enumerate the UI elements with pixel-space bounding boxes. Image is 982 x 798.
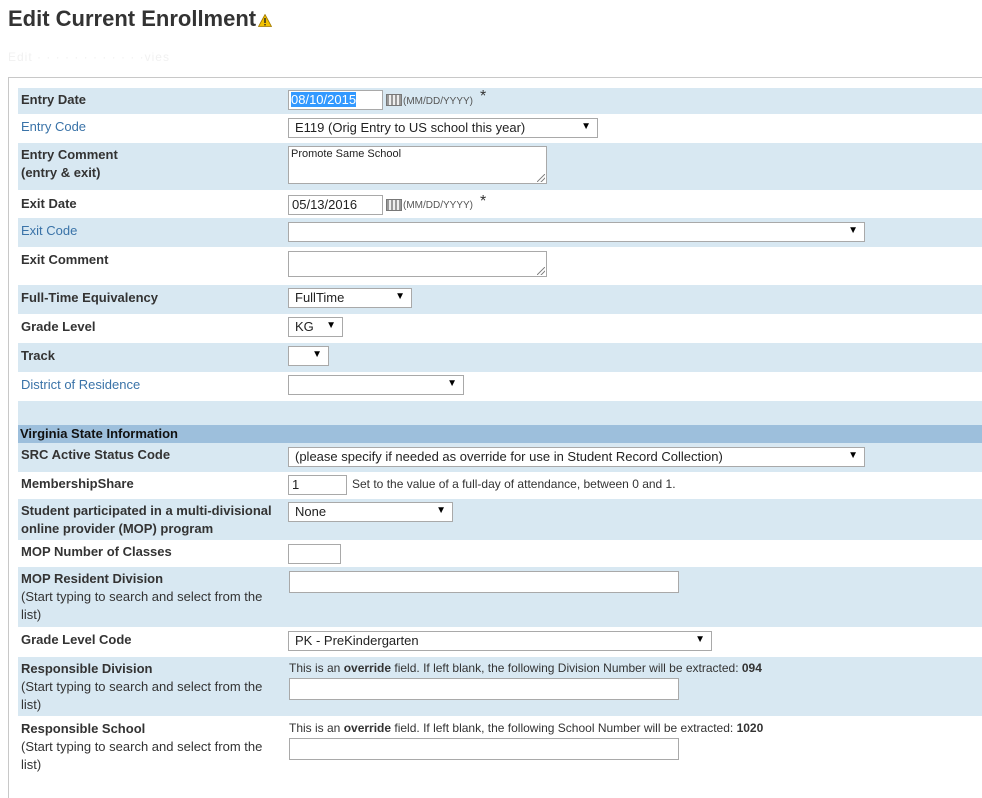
exit-date-input[interactable]: 05/13/2016 (288, 195, 383, 215)
section-header-virginia: Virginia State Information (18, 425, 982, 443)
entry-date-input[interactable]: 08/10/2015 (288, 90, 383, 110)
entry-comment-label: Entry Comment (entry & exit) (21, 147, 118, 180)
exit-comment-textarea[interactable] (288, 251, 547, 277)
membership-label: MembershipShare (21, 476, 134, 491)
row-mop-classes (18, 540, 982, 567)
fte-label: Full-Time Equivalency (21, 290, 159, 305)
exit-comment-label: Exit Comment (21, 252, 109, 267)
resp-division-label: Responsible Division (Start typing to search and select from the list) (21, 661, 263, 712)
exit-date-label: Exit Date (21, 196, 77, 211)
calendar-icon[interactable] (386, 94, 402, 106)
grade-level-label: Grade Level (21, 319, 96, 334)
track-select[interactable] (288, 346, 329, 366)
row-district (18, 372, 982, 401)
resp-school-note: This is an override field. If left blank, the following School Number will be extracted: 1020 (289, 721, 764, 735)
page-title: Edit Current Enrollment (8, 6, 272, 33)
chevron-down-icon: ▼ (848, 450, 858, 461)
entry-date-format: (MM/DD/YYYY) (403, 96, 473, 107)
entry-date-required: * (480, 88, 487, 105)
row-entry-date (18, 88, 982, 114)
row-mop (18, 499, 982, 540)
entry-code-label[interactable]: Entry Code (21, 119, 87, 134)
exit-code-select[interactable] (288, 222, 865, 242)
chevron-down-icon: ▼ (447, 378, 457, 389)
warning-icon (258, 7, 272, 33)
faint-subtitle: Edit · · · · · · · · · · · ·vies (8, 50, 170, 64)
mop-division-input[interactable] (289, 571, 679, 593)
chevron-down-icon: ▼ (581, 121, 591, 132)
grade-code-select[interactable]: PK - PreKindergarten ▼ (288, 631, 712, 651)
entry-comment-textarea[interactable]: Promote Same School (288, 146, 547, 184)
chevron-down-icon: ▼ (695, 634, 705, 645)
chevron-down-icon: ▼ (436, 505, 446, 516)
exit-date-required: * (480, 193, 487, 210)
resp-school-input[interactable] (289, 738, 679, 760)
grade-code-label: Grade Level Code (21, 632, 132, 647)
exit-code-label[interactable]: Exit Code (21, 223, 78, 238)
chevron-down-icon: ▼ (312, 349, 322, 360)
resp-school-label: Responsible School (Start typing to search and select from the list) (21, 721, 263, 772)
resp-division-note: This is an override field. If left blank, the following Division Number will be extracted: 094 (289, 661, 762, 675)
calendar-icon[interactable] (386, 199, 402, 211)
chevron-down-icon: ▼ (395, 291, 405, 302)
resp-division-input[interactable] (289, 678, 679, 700)
mop-classes-input[interactable] (288, 544, 341, 564)
grade-level-select[interactable]: KG ▼ (288, 317, 343, 337)
district-label[interactable]: District of Residence (21, 377, 141, 392)
row-track (18, 343, 982, 372)
row-grade-level (18, 314, 982, 343)
membership-input[interactable]: 1 (288, 475, 347, 495)
district-select[interactable] (288, 375, 464, 395)
membership-note: Set to the value of a full-day of attendance, between 0 and 1. (352, 477, 676, 491)
resize-handle[interactable] (537, 174, 545, 182)
resize-handle[interactable] (537, 267, 545, 275)
chevron-down-icon: ▼ (848, 225, 858, 236)
fte-select[interactable]: FullTime ▼ (288, 288, 412, 308)
exit-date-format: (MM/DD/YYYY) (403, 200, 473, 211)
mop-label: Student participated in a multi-divisional online provider (MOP) program (21, 503, 272, 536)
row-exit-date (18, 190, 982, 218)
chevron-down-icon: ▼ (326, 320, 336, 331)
entry-date-label: Entry Date (21, 92, 87, 107)
mop-select[interactable]: None ▼ (288, 502, 453, 522)
src-status-select[interactable]: (please specify if needed as override for use in Student Record Collection) ▼ (288, 447, 865, 467)
row-fte (18, 285, 982, 314)
row-spacer (18, 401, 982, 425)
track-label: Track (21, 348, 55, 363)
entry-code-select[interactable]: E119 (Orig Entry to US school this year) ▼ (288, 118, 598, 138)
mop-classes-label: MOP Number of Classes (21, 544, 172, 559)
mop-division-label: MOP Resident Division (Start typing to search and select from the list) (21, 571, 263, 622)
src-status-label: SRC Active Status Code (21, 447, 171, 462)
